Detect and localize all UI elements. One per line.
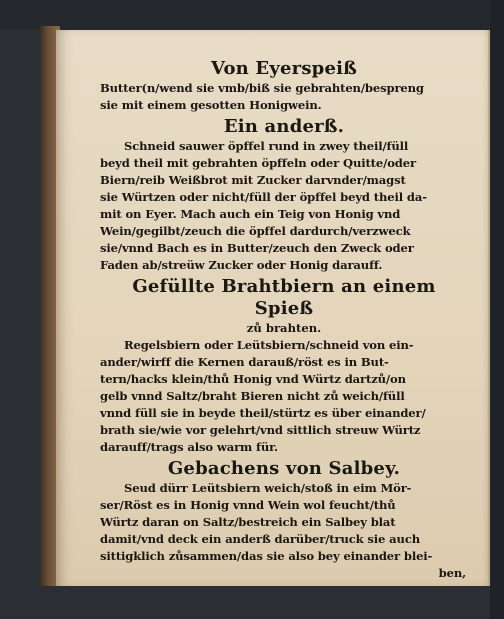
text-line: damit/vnd deck ein anderß darüber/truck sie auch <box>100 532 421 546</box>
section-heading: Gefüllte Brahtbiern an einem Spieß <box>132 276 436 319</box>
text-line: gelb vnnd Saltz/braht Bieren nicht zů weich/füll <box>100 389 405 403</box>
section-heading: Von Eyerspeiß <box>210 58 358 79</box>
text-line: vnnd füll sie in beyde theil/stürtz es über einander/ <box>100 406 426 420</box>
text-line: sie/vnnd Bach es in Butter/zeuch den Zweck oder <box>100 241 414 255</box>
page-text <box>100 58 468 582</box>
text-line: Wein/gegilbt/zeuch die öpffel dardurch/verzweck <box>100 224 411 238</box>
text-line: Biern/reib Weißbrot mit Zucker darvnder/magst <box>100 173 406 187</box>
text-line: ander/wirff die Kernen darauß/röst es in But- <box>100 355 389 369</box>
text-line-last: ben, <box>438 566 466 580</box>
text-line: Seud dürr Leütsbiern weich/stoß in eim Mör- <box>124 481 412 495</box>
text-line: sie mit einem gesotten Honigwein. <box>100 98 322 112</box>
text-line: Faden ab/streüw Zucker oder Honig darauff. <box>100 258 383 272</box>
text-line: beyd theil mit gebrahten öpffeln oder Quitte/oder <box>100 156 416 170</box>
section-heading: Ein anderß. <box>223 116 345 137</box>
text-line: ser/Röst es in Honig vnnd Wein wol feucht/thů <box>100 498 396 512</box>
text-line: darauff/trags also warm für. <box>100 440 278 454</box>
text-line: Würtz daran on Saltz/bestreich ein Salbey blat <box>100 515 396 529</box>
page-edge <box>488 30 490 586</box>
text-line: sittigklich zůsammen/das sie also bey einander blei- <box>100 549 433 563</box>
text-line: Butter(n/wend sie vmb/biß sie gebrahten/bespreng <box>100 81 424 95</box>
section-heading: Gebachens von Salbey. <box>167 458 401 479</box>
text-line: Schneid sauwer öpffel rund in zwey theil/füll <box>124 139 409 153</box>
text-line: mit on Eyer. Mach auch ein Teig von Honig vnd <box>100 207 401 221</box>
section-subheading: zů brahten. <box>246 321 322 335</box>
text-line: brath sie/wie vor gelehrt/vnd sittlich streuw Würtz <box>100 423 421 437</box>
backdrop-right <box>490 0 504 619</box>
text-line: Regelsbiern oder Leütsbiern/schneid von ein- <box>124 338 414 352</box>
backdrop-top <box>0 0 504 30</box>
text-line: tern/hacks klein/thů Honig vnd Würtz dartzů/on <box>100 372 406 386</box>
text-line: sie Würtzen oder nicht/füll der öpffel beyd theil da- <box>100 190 427 204</box>
